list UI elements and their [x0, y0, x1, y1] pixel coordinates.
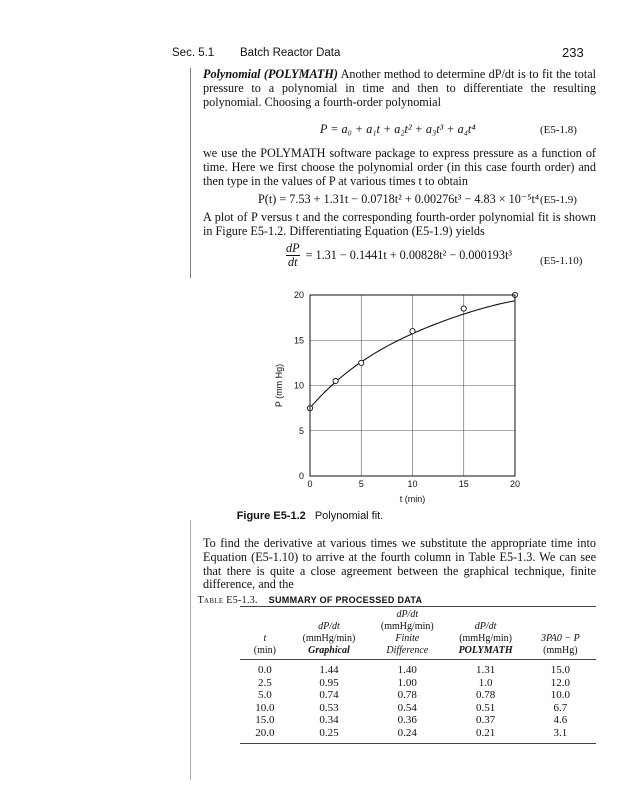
fraction-denominator: dt	[288, 255, 298, 269]
col-header-finite: dP/dt (mmHg/min) Finite Difference	[368, 607, 446, 660]
margin-bar	[190, 68, 191, 278]
margin-bar-lower	[190, 520, 191, 780]
table-row: 20.0 0.25 0.24 0.21 3.1	[240, 727, 596, 744]
figure-label: Figure E5-1.2	[236, 510, 306, 522]
x-tick-label: 15	[458, 479, 469, 489]
y-tick-label: 5	[298, 425, 304, 436]
table-row: 10.0 0.53 0.54 0.51 6.7	[255, 701, 568, 714]
table-row: 5.0 0.74 0.78 0.78 10.0	[258, 689, 570, 701]
col-header-t: t (min)	[240, 607, 290, 660]
col-header-polymath: dP/dt (mmHg/min) POLYMATH	[446, 607, 524, 660]
paragraph-polymath: we use the POLYMATH software package to express pressure as a function of time. Here we first choose the polynomial order (in this case fourth order) and then type in the values of P at various times t to obtain	[203, 146, 596, 188]
equation-e5-1-10	[286, 242, 512, 269]
table-row: 0.0 1.44 1.40 1.31 15.0	[258, 664, 570, 676]
col-header-pressure: 3PA0 − P (mmHg)	[525, 607, 596, 660]
summary-table	[240, 606, 596, 744]
section-label: Sec. 5.1	[172, 47, 215, 59]
fraction-numerator: dP	[286, 241, 300, 255]
x-tick-label: 20	[509, 479, 521, 489]
figure-caption-text: Polynomial fit.	[314, 510, 384, 522]
data-point	[461, 306, 466, 311]
data-point	[333, 378, 338, 383]
page-number: 233	[562, 45, 584, 60]
col-header-graphical: dP/dt (mmHg/min) Graphical	[290, 607, 368, 660]
figure-caption	[0, 510, 620, 522]
equation-rhs: = 1.31 − 0.1441t + 0.00828t² − 0.000193t³	[305, 248, 513, 262]
y-tick-label: 0	[298, 471, 304, 481]
y-tick-label: 20	[293, 290, 304, 300]
paragraph-plot: A plot of P versus t and the corresponding fourth-order polynomial fit is shown in Figure E5-1.2. Differentiating Equation (E5-1.9) yields	[203, 210, 596, 238]
y-tick-label: 10	[293, 380, 304, 391]
equation-number: (E5-1.8)	[540, 124, 577, 136]
x-axis-label: t (min)	[399, 494, 426, 504]
table-title: SUMMARY OF PROCESSED DATA	[268, 595, 423, 605]
table-label: Table E5-1.3.	[197, 595, 258, 606]
paragraph-text: Another method to determine dP/dt is to fit the total pressure to a polynomial in time and then to differentiate the resulting polynomial. Choosing a fourth-order polynomial	[203, 67, 596, 109]
x-tick-label: 0	[307, 479, 313, 489]
polynomial-fit-chart	[0, 270, 620, 510]
data-point	[359, 360, 364, 365]
running-title: Batch Reactor Data	[240, 47, 341, 59]
equation-e5-1-8: P = a₀ + a₁t + a₂t² + a₃t³ + a₄t⁴	[320, 122, 476, 136]
y-tick-label: 15	[293, 335, 304, 346]
equation-e5-1-9: P(t) = 7.53 + 1.31t − 0.0718t² + 0.00276t³ − 4.83 × 10⁻⁵t⁴	[258, 192, 540, 206]
x-tick-label: 5	[358, 479, 364, 489]
equation-number: (E5-1.9)	[540, 194, 577, 206]
data-point	[410, 329, 415, 334]
table-row: 15.0 0.34 0.36 0.37 4.6	[255, 714, 568, 726]
paragraph-derivative: To find the derivative at various times we substitute the appropriate time into Equation (E5-1.10) to arrive at the fourth column in Table E5-1.3. We can see that there is quite a close agreement between the graphical technique, finite difference, and the	[203, 536, 596, 592]
paragraph-polynomial	[203, 68, 596, 109]
paragraph-lead: Polynomial (POLYMATH)	[203, 67, 338, 81]
y-axis-label: P (mm Hg)	[274, 363, 284, 408]
table-caption	[0, 595, 620, 606]
equation-number: (E5-1.10)	[540, 255, 583, 267]
x-tick-label: 10	[407, 479, 418, 489]
table-row: 2.5 0.95 1.00 1.0 12.0	[258, 676, 570, 689]
